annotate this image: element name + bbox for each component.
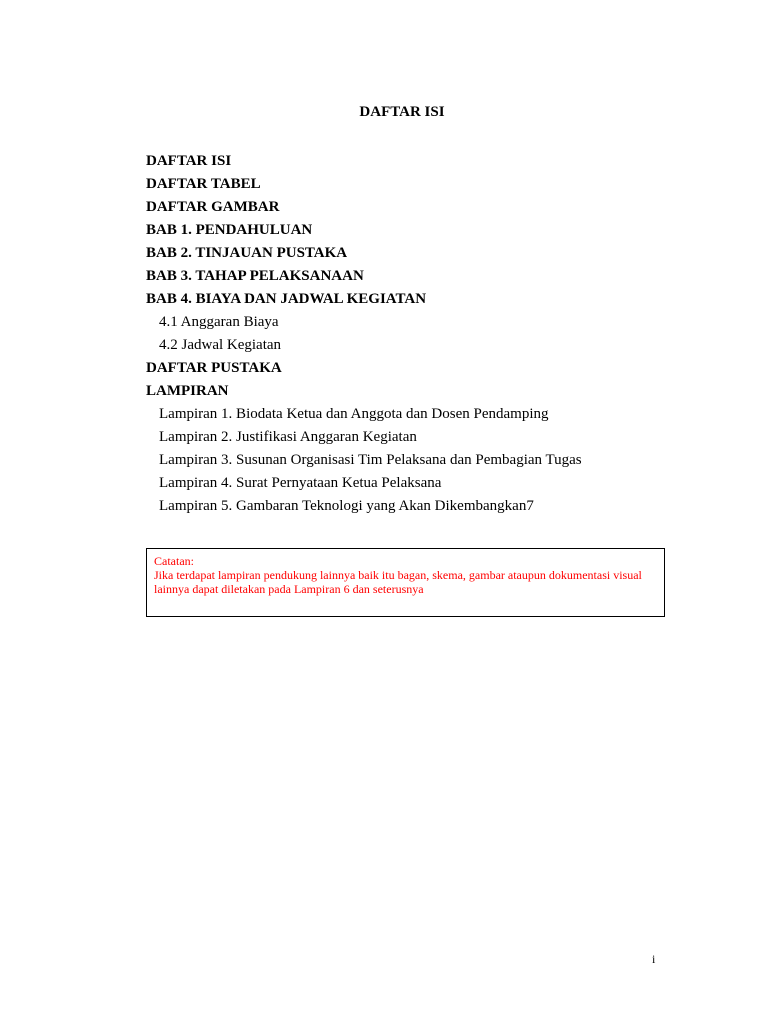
page-number: i [652, 952, 656, 966]
table-of-contents [146, 150, 666, 518]
toc-entry-bab-1: BAB 1. PENDAHULUAN [146, 222, 313, 238]
toc-entry-lampiran-1: Lampiran 1. Biodata Ketua dan Anggota dan Dosen Pendamping [159, 406, 549, 422]
note-label: Catatan: [154, 554, 194, 568]
toc-entry-daftar-tabel: DAFTAR TABEL [146, 176, 261, 192]
toc-entry-lampiran-2: Lampiran 2. Justifikasi Anggaran Kegiatan [159, 429, 417, 445]
toc-entry-lampiran-5: Lampiran 5. Gambaran Teknologi yang Akan Dikembangkan7 [159, 498, 534, 514]
toc-entry-bab-3: BAB 3. TAHAP PELAKSANAAN [146, 268, 364, 284]
note-text: Jika terdapat lampiran pendukung lainnya baik itu bagan, skema, gambar ataupun dokumentasi visual lainnya dapat diletakan pada Lampiran 6 dan seterusnya [154, 568, 642, 596]
toc-entry-daftar-isi: DAFTAR ISI [146, 153, 232, 169]
page-title: DAFTAR ISI [359, 104, 445, 120]
toc-entry-bab-4: BAB 4. BIAYA DAN JADWAL KEGIATAN [146, 291, 427, 307]
toc-entry-daftar-gambar: DAFTAR GAMBAR [146, 199, 280, 215]
toc-entry-daftar-pustaka: DAFTAR PUSTAKA [146, 360, 282, 376]
toc-entry-4-2: 4.2 Jadwal Kegiatan [159, 337, 282, 353]
toc-entry-4-1: 4.1 Anggaran Biaya [159, 314, 279, 330]
note-box [146, 548, 665, 617]
toc-entry-bab-2: BAB 2. TINJAUAN PUSTAKA [146, 245, 348, 261]
toc-entry-lampiran-4: Lampiran 4. Surat Pernyataan Ketua Pelaksana [159, 475, 442, 491]
toc-entry-lampiran: LAMPIRAN [146, 383, 229, 399]
toc-entry-lampiran-3: Lampiran 3. Susunan Organisasi Tim Pelaksana dan Pembagian Tugas [159, 452, 582, 468]
